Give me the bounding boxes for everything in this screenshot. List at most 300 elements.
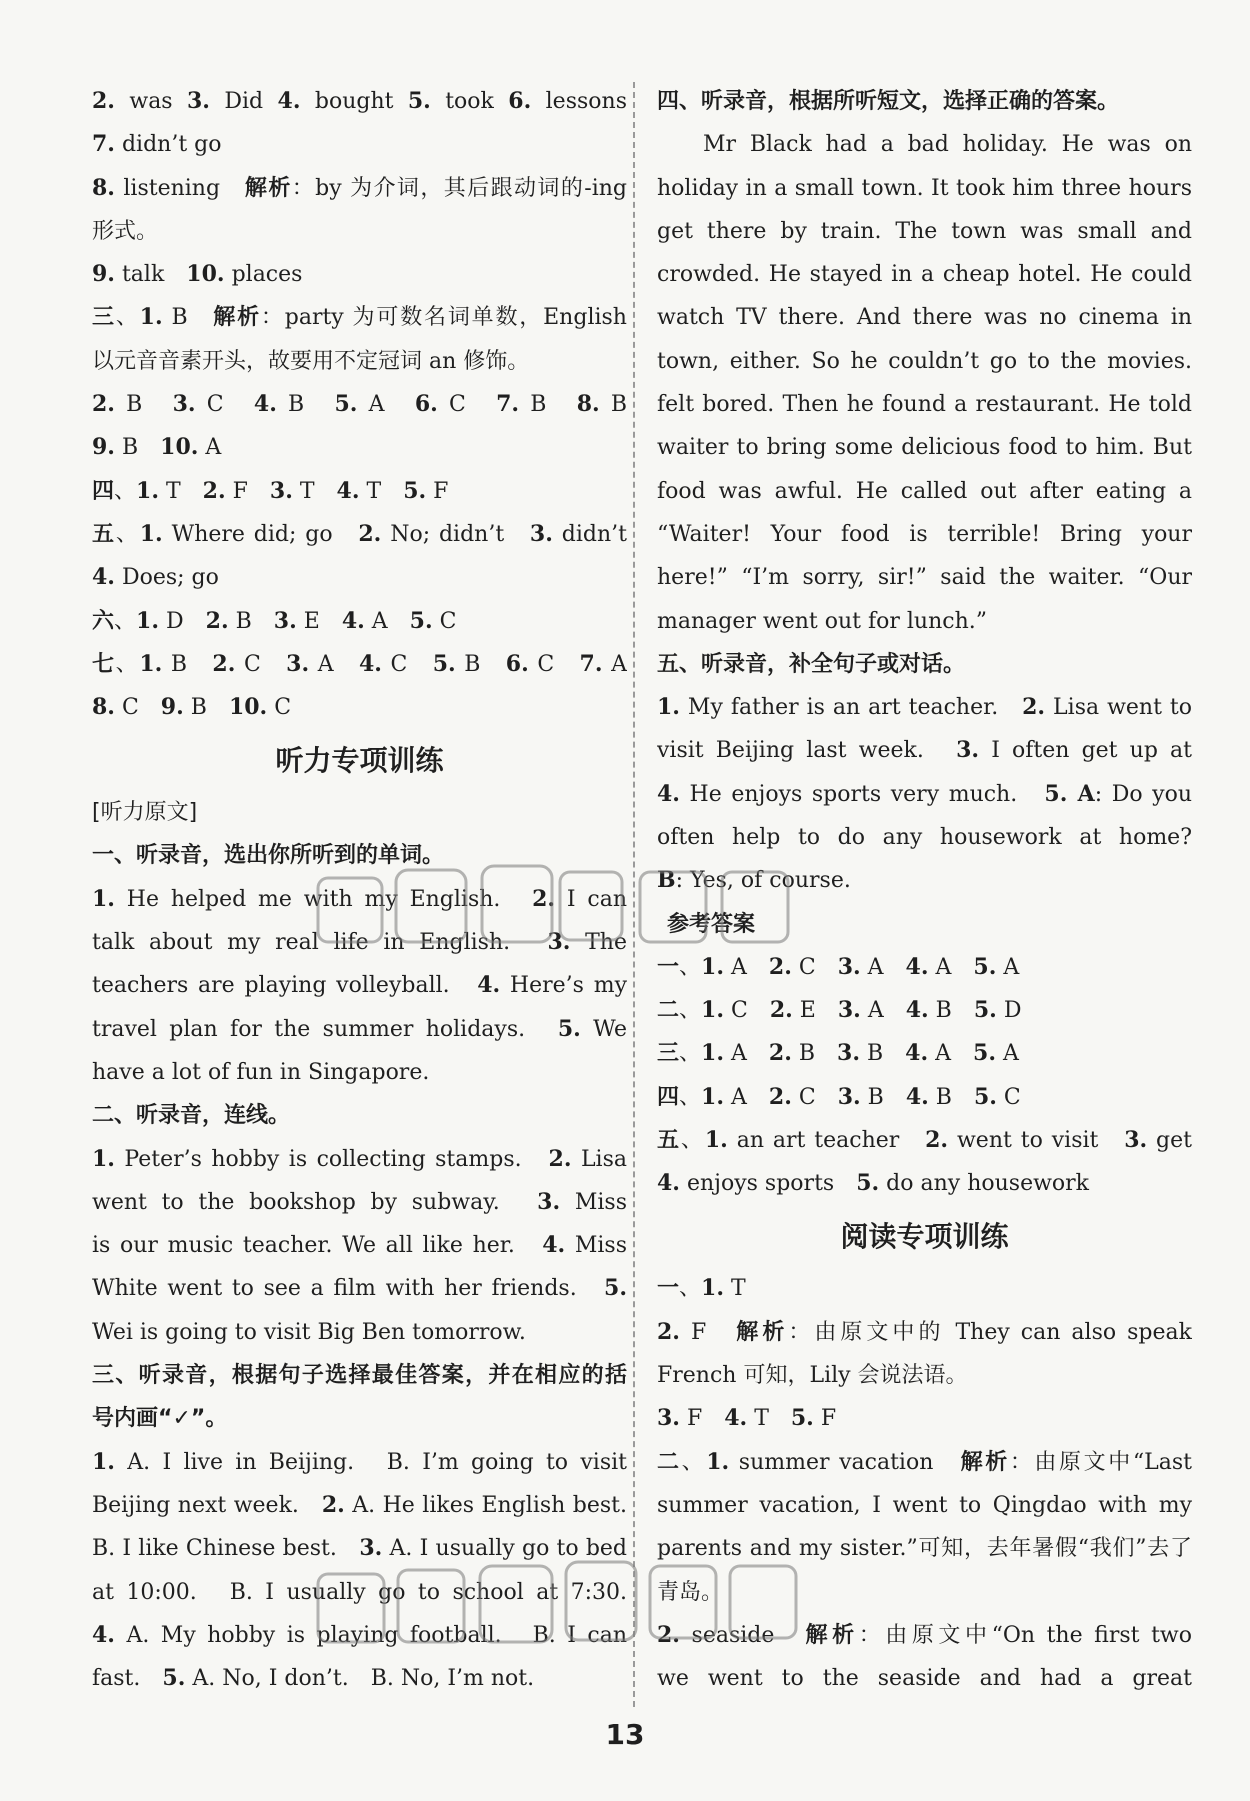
text-line [657,859,1192,902]
item-number: 1. [701,953,724,980]
line-text: B [114,435,161,461]
line-text: 、 [115,521,140,547]
item-number: 1. [701,1275,724,1302]
item-number: 2. [532,885,556,912]
line-text: T [724,1276,746,1302]
line-text: D [159,608,206,634]
line-text: A [364,608,410,634]
line-text: C [528,651,580,677]
item-number: 10. [186,261,225,288]
line-text: B [114,392,173,418]
line-text: “Waiter! Your food is terrible! Bring your [657,521,1192,547]
line-text: A [198,435,222,461]
text-line [92,1138,627,1181]
text-line [92,1224,627,1267]
line-text: T [159,478,203,504]
text-line [92,964,627,1007]
text-line [657,1354,1192,1397]
line-text: listening [114,175,245,201]
line-text: at 10:00. B. I usually go to school at 7:30. [92,1579,627,1605]
line-text: B [860,1041,906,1067]
line-text: 、 [115,651,140,677]
item-number: 9. [160,694,184,721]
item-number: 3. [172,391,196,418]
line-text: C [114,695,161,721]
line-text: here!” “I’m sorry, sir!” said the waiter. “Our [657,565,1192,591]
text-line [92,513,627,556]
text-line [657,1441,1192,1484]
section-label: 一 [657,1276,680,1302]
item-number: 4. [657,1170,680,1197]
line-text: B [183,695,229,721]
item-number: 3. [359,1535,383,1562]
line-text: 、 [114,608,137,634]
line-text: went to visit [948,1127,1125,1153]
item-number: 2. [548,1145,572,1172]
text-line [657,426,1192,469]
line-text: A [309,651,359,677]
line-text: : Yes, of course. [675,868,851,894]
text-line [92,1311,627,1354]
section-label: 一 [657,954,680,980]
section-label: 三 [92,305,116,331]
text-line [657,167,1192,210]
item-number: 3. [529,520,553,547]
line-text: summer vacation [729,1449,961,1475]
section-label: 五 [657,1127,681,1153]
line-text: Wei is going to visit Big Ben tomorrow. [92,1319,526,1345]
section-label: 三、听录音，根据句子选择最佳答案，并在相应的括 [92,1363,627,1389]
column-divider [633,82,635,1707]
item-number: 2. [205,607,229,634]
text-line [657,1484,1192,1527]
item-number: 1. [139,520,163,547]
line-text: watch TV there. And there was no cinema in [657,305,1192,331]
item-number: 4. [724,1405,748,1432]
line-text: He enjoys sports very much. [679,781,1045,807]
section-label: 五 [92,521,116,547]
line-text: A [724,1084,769,1110]
line-text: bought [300,89,408,114]
text-line [657,643,1192,686]
item-number: 10. [228,694,268,721]
line-text: 、 [679,1041,702,1067]
line-text: F [225,478,270,504]
item-number: 2. [657,1318,680,1345]
line-text: Did [209,89,278,114]
line-text: C [996,1084,1021,1110]
line-text: 、 [681,1449,707,1475]
line-text: manager went out for lunch.” [657,608,987,634]
text-line [92,1094,627,1137]
line-text: teachers are playing volleyball. [92,973,478,999]
item-number: 1. [706,1448,730,1475]
item-number: 2. [92,391,115,418]
line-text: waiter to bring some delicious food to him. But [657,435,1192,461]
line-text: No; didn’t [381,521,530,547]
line-text: E [296,608,342,634]
line-text: 青岛。 [657,1579,724,1605]
item-number: 3. [269,477,293,504]
item-number: 3. [1124,1126,1148,1153]
item-number: 2. [321,1491,345,1518]
line-text: ：由原文中“Last [1009,1449,1192,1475]
text-line [657,123,1192,166]
left-answer-lines [92,80,627,729]
line-text: lessons [531,89,627,114]
item-number: 6. [414,391,438,418]
line-text: C [437,392,497,418]
line-text: 、 [679,1084,702,1110]
line-text: The [585,930,627,956]
item-number: 1. [139,650,163,677]
item-number: 2. [212,650,236,677]
line-text: B [228,608,274,634]
line-text: D [996,997,1022,1023]
section-label: 一、听录音，选出你所听到的单词。 [92,843,445,869]
item-number: 1. [701,996,724,1023]
text-line [92,253,627,296]
line-text: A. He likes English best. [344,1492,627,1518]
item-number: 1. [136,477,159,504]
item-number: 1. [139,304,163,331]
text-line [657,816,1192,859]
listening-script-lines [92,834,627,1700]
line-text: have a lot of fun in Singapore. [92,1059,430,1085]
item-number: 4. [657,780,680,807]
line-text: Lisa went to [1045,695,1192,721]
item-number: 5. [856,1170,880,1197]
text-line [657,1076,1192,1119]
line-text: 形式。 [92,218,159,244]
section-label: 解析 [805,1622,859,1648]
line-text: B [928,1084,974,1110]
line-text: travel plan for the summer holidays. [92,1016,558,1042]
section-label: 六 [92,608,115,634]
reference-answer-label: 参考答案 [667,911,756,937]
line-text: C [235,651,287,677]
line-text: didn’t go [114,132,222,158]
line-text: I can [566,886,627,912]
line-text: A. No, I don’t. B. No, I’m not. [185,1666,535,1692]
text-line [657,1397,1192,1440]
text-line [92,1267,627,1310]
item-number: 5. [557,1015,581,1042]
text-line [657,383,1192,426]
line-text: B [928,997,974,1023]
item-number: 2. [92,88,115,114]
line-text: A [357,392,415,418]
item-number: 2. [768,953,792,980]
line-text: C [195,392,254,418]
line-text: felt bored. Then he found a restaurant. He told [657,392,1192,418]
right-column [657,80,1192,1700]
line-text: fast. [92,1666,163,1692]
section-label: 号内画“✓”。 [92,1406,228,1432]
text-line [657,470,1192,513]
line-text: C [381,651,433,677]
line-text: talk about my real life in English. [92,930,548,956]
text-line [92,426,627,469]
item-number: 5. [973,953,997,980]
line-text: Mr Black had a bad holiday. He was on [703,132,1192,158]
item-number: 4. [542,1232,566,1259]
text-line [92,1354,627,1397]
listening-section-title: 听力专项训练 [275,744,444,778]
item-number: 6. [508,88,532,114]
left-column [92,80,627,1700]
line-text: T [292,478,337,504]
section-label: 解析 [736,1319,789,1345]
line-text: : Do you [1094,781,1192,807]
text-line [92,643,627,686]
item-number: 1. [701,1040,724,1067]
line-text: Does; go [114,565,219,591]
line-text: C [432,608,457,634]
item-number: 2. [202,477,226,504]
text-line [657,253,1192,296]
line-text: A [996,954,1020,980]
line-text: A [860,954,906,980]
line-text: A [860,997,906,1023]
text-line [92,556,627,599]
reading-answer-lines [657,1267,1192,1700]
item-number: 5. [407,88,431,114]
line-text: B [455,651,506,677]
line-text: A [724,954,769,980]
line-text: French 可知，Lily 会说法语。 [657,1363,968,1389]
line-text: we went to the seaside and had a great [657,1666,1192,1692]
text-line [657,1311,1192,1354]
section-label: 四、听录音，根据所听短文，选择正确的答案。 [657,89,1120,114]
section-label: 七 [92,651,116,677]
line-text: Beijing next week. [92,1492,322,1518]
item-number: 1. [704,1126,728,1153]
listening-script-label: [听力原文] [92,800,198,826]
text-line [92,1484,627,1527]
text-line [657,1032,1192,1075]
item-number: 5. [334,391,358,418]
item-number: 3. [657,1405,680,1432]
text-line [92,383,627,426]
section-label: 四 [657,1084,680,1110]
item-number: 3. [187,88,210,114]
item-number: 3. [837,1040,860,1067]
item-number: 8. [92,694,115,721]
text-line [92,80,627,123]
text-line [92,1571,627,1614]
line-text: B [162,305,214,331]
text-line [92,1181,627,1224]
item-number: 2. [358,520,382,547]
line-text: A [602,651,627,677]
item-number: 3. [956,737,980,764]
text-line [657,1162,1192,1205]
item-number: 6. [505,650,529,677]
text-line [657,1119,1192,1162]
line-text: ：by 为介词，其后跟动词的-ing [291,175,627,201]
line-text: E [792,997,838,1023]
text-line [657,80,1192,123]
item-number: 1. [136,607,159,634]
line-text: F [679,1319,737,1345]
text-line [92,210,627,253]
line-text: crowded. He stayed in a cheap hotel. He could [657,262,1192,288]
line-text: C [267,695,292,721]
item-number: 7. [579,650,603,677]
text-line [657,686,1192,729]
text-line [92,470,627,513]
item-number: 10. [160,434,199,461]
text-line [657,1267,1192,1310]
line-text: Lisa [571,1146,627,1172]
text-line [657,1657,1192,1700]
line-text: B [599,392,627,418]
item-number: 5. [604,1275,627,1302]
text-line [657,513,1192,556]
text-line [657,340,1192,383]
section-label: 五、听录音，补全句子或对话。 [657,651,966,677]
text-line [92,1397,627,1440]
item-number: 2. [657,1621,680,1648]
line-text: summer vacation, I went to Qingdao with my [657,1492,1192,1518]
item-number: 1. [92,1448,115,1475]
item-number: 3. [837,1083,861,1110]
reference-answer-lines [657,946,1192,1206]
item-number: 4. [905,953,929,980]
item-number: 3. [286,650,310,677]
item-number: 4. [341,607,365,634]
listening-passage-lines [657,80,1192,903]
text-line [92,600,627,643]
line-text: 以元音音素开头，故要用不定冠词 an 修饰。 [92,348,530,374]
line-text: Miss [574,1189,627,1215]
line-text: is our music teacher. We all like her. [92,1233,543,1259]
item-number: 3. [837,953,861,980]
section-label: 解析 [244,175,292,201]
item-number: 5. [409,607,433,634]
section-label: 二、听录音，连线。 [92,1103,291,1129]
item-number: 4. [92,1621,115,1648]
item-number: 4. [905,996,929,1023]
section-label: 四 [92,478,115,504]
section-label: 二 [657,1449,682,1475]
item-number: 7. [92,131,115,158]
text-line [657,1527,1192,1570]
text-line [657,946,1192,989]
item-number: 5. [973,1040,996,1067]
item-number: 1. [657,694,680,721]
item-number: 1. [701,1083,724,1110]
item-number: 5. [973,996,997,1023]
line-text: ：由原文中的 They can also speak [788,1319,1192,1345]
text-line [657,556,1192,599]
line-text: 、 [679,954,702,980]
item-number: 1. [92,885,115,912]
line-text: B [791,1041,838,1067]
line-text: parents and my sister.”可知，去年暑假“我们”去了 [657,1536,1192,1562]
item-number: 8. [92,174,115,201]
line-text: F [679,1406,725,1432]
item-number: 3. [837,996,861,1023]
line-text: 、 [679,1276,702,1302]
line-text: C [724,997,770,1023]
text-line [92,686,627,729]
line-text: visit Beijing last week. [657,738,957,764]
item-number: 2. [1022,694,1046,721]
line-text: food was awful. He called out after eating a [657,478,1192,504]
text-line [92,123,627,166]
text-line [92,1051,627,1094]
item-number: 4. [92,564,115,591]
text-line [92,340,627,383]
line-text: places [224,262,303,288]
item-number: 9. [92,261,115,288]
item-number: 4. [477,972,501,999]
item-number: 2. [925,1126,949,1153]
line-text: town, either. So he couldn’t go to the movies. [657,348,1192,374]
line-text: an art teacher [727,1127,926,1153]
reading-section-title: 阅读专项训练 [840,1220,1009,1254]
text-line [657,729,1192,772]
line-text: A. My hobby is playing football. B. I can [126,1622,627,1648]
text-line [92,1527,627,1570]
item-number: 4. [905,1083,929,1110]
item-number: 3. [273,607,297,634]
line-text: B [860,1084,906,1110]
line-text: 、 [679,997,702,1023]
text-line [92,296,627,339]
line-text: get there by train. The town was small and [657,218,1192,244]
line-text: often help to do any housework at home? [657,825,1192,851]
section-label: 三 [657,1041,680,1067]
line-text: A. I usually go to bed [382,1536,627,1562]
line-text: get [1156,1127,1192,1153]
item-number: 5. A [1044,780,1095,807]
line-text: F [426,478,449,504]
item-number: 5. [162,1665,186,1692]
line-text: A. I live in Beijing. B. I’m going to visit [114,1449,627,1475]
line-text: B [276,392,335,418]
line-text: Peter’s hobby is collecting stamps. [114,1146,549,1172]
line-text: A [928,1041,974,1067]
line-text: Where did; go [162,521,359,547]
line-text: enjoys sports [679,1171,857,1197]
item-number: 4. [358,650,382,677]
page-number: 13 [605,1718,645,1751]
line-text: A [724,1041,769,1067]
text-line [657,600,1192,643]
item-number: 4. [253,391,277,418]
section-label: 解析 [960,1449,1010,1475]
line-text: A [996,1041,1019,1067]
line-text: took [430,89,509,114]
line-text: White went to see a film with her friends. [92,1276,605,1302]
item-number: 3. [547,929,571,956]
line-text: T [359,478,404,504]
item-number: 3. [537,1188,561,1215]
text-line [92,1657,627,1700]
item-number: 4. [336,477,360,504]
item-number: 8. [576,391,600,418]
line-text: went to the bookshop by subway. [92,1189,538,1215]
line-text: F [813,1406,837,1432]
text-line [92,167,627,210]
item-number: 5. [790,1405,814,1432]
line-text: 、 [680,1127,705,1153]
line-text: ：party 为可数名词单数，English [260,305,627,331]
line-text: My father is an art teacher. [679,695,1023,721]
